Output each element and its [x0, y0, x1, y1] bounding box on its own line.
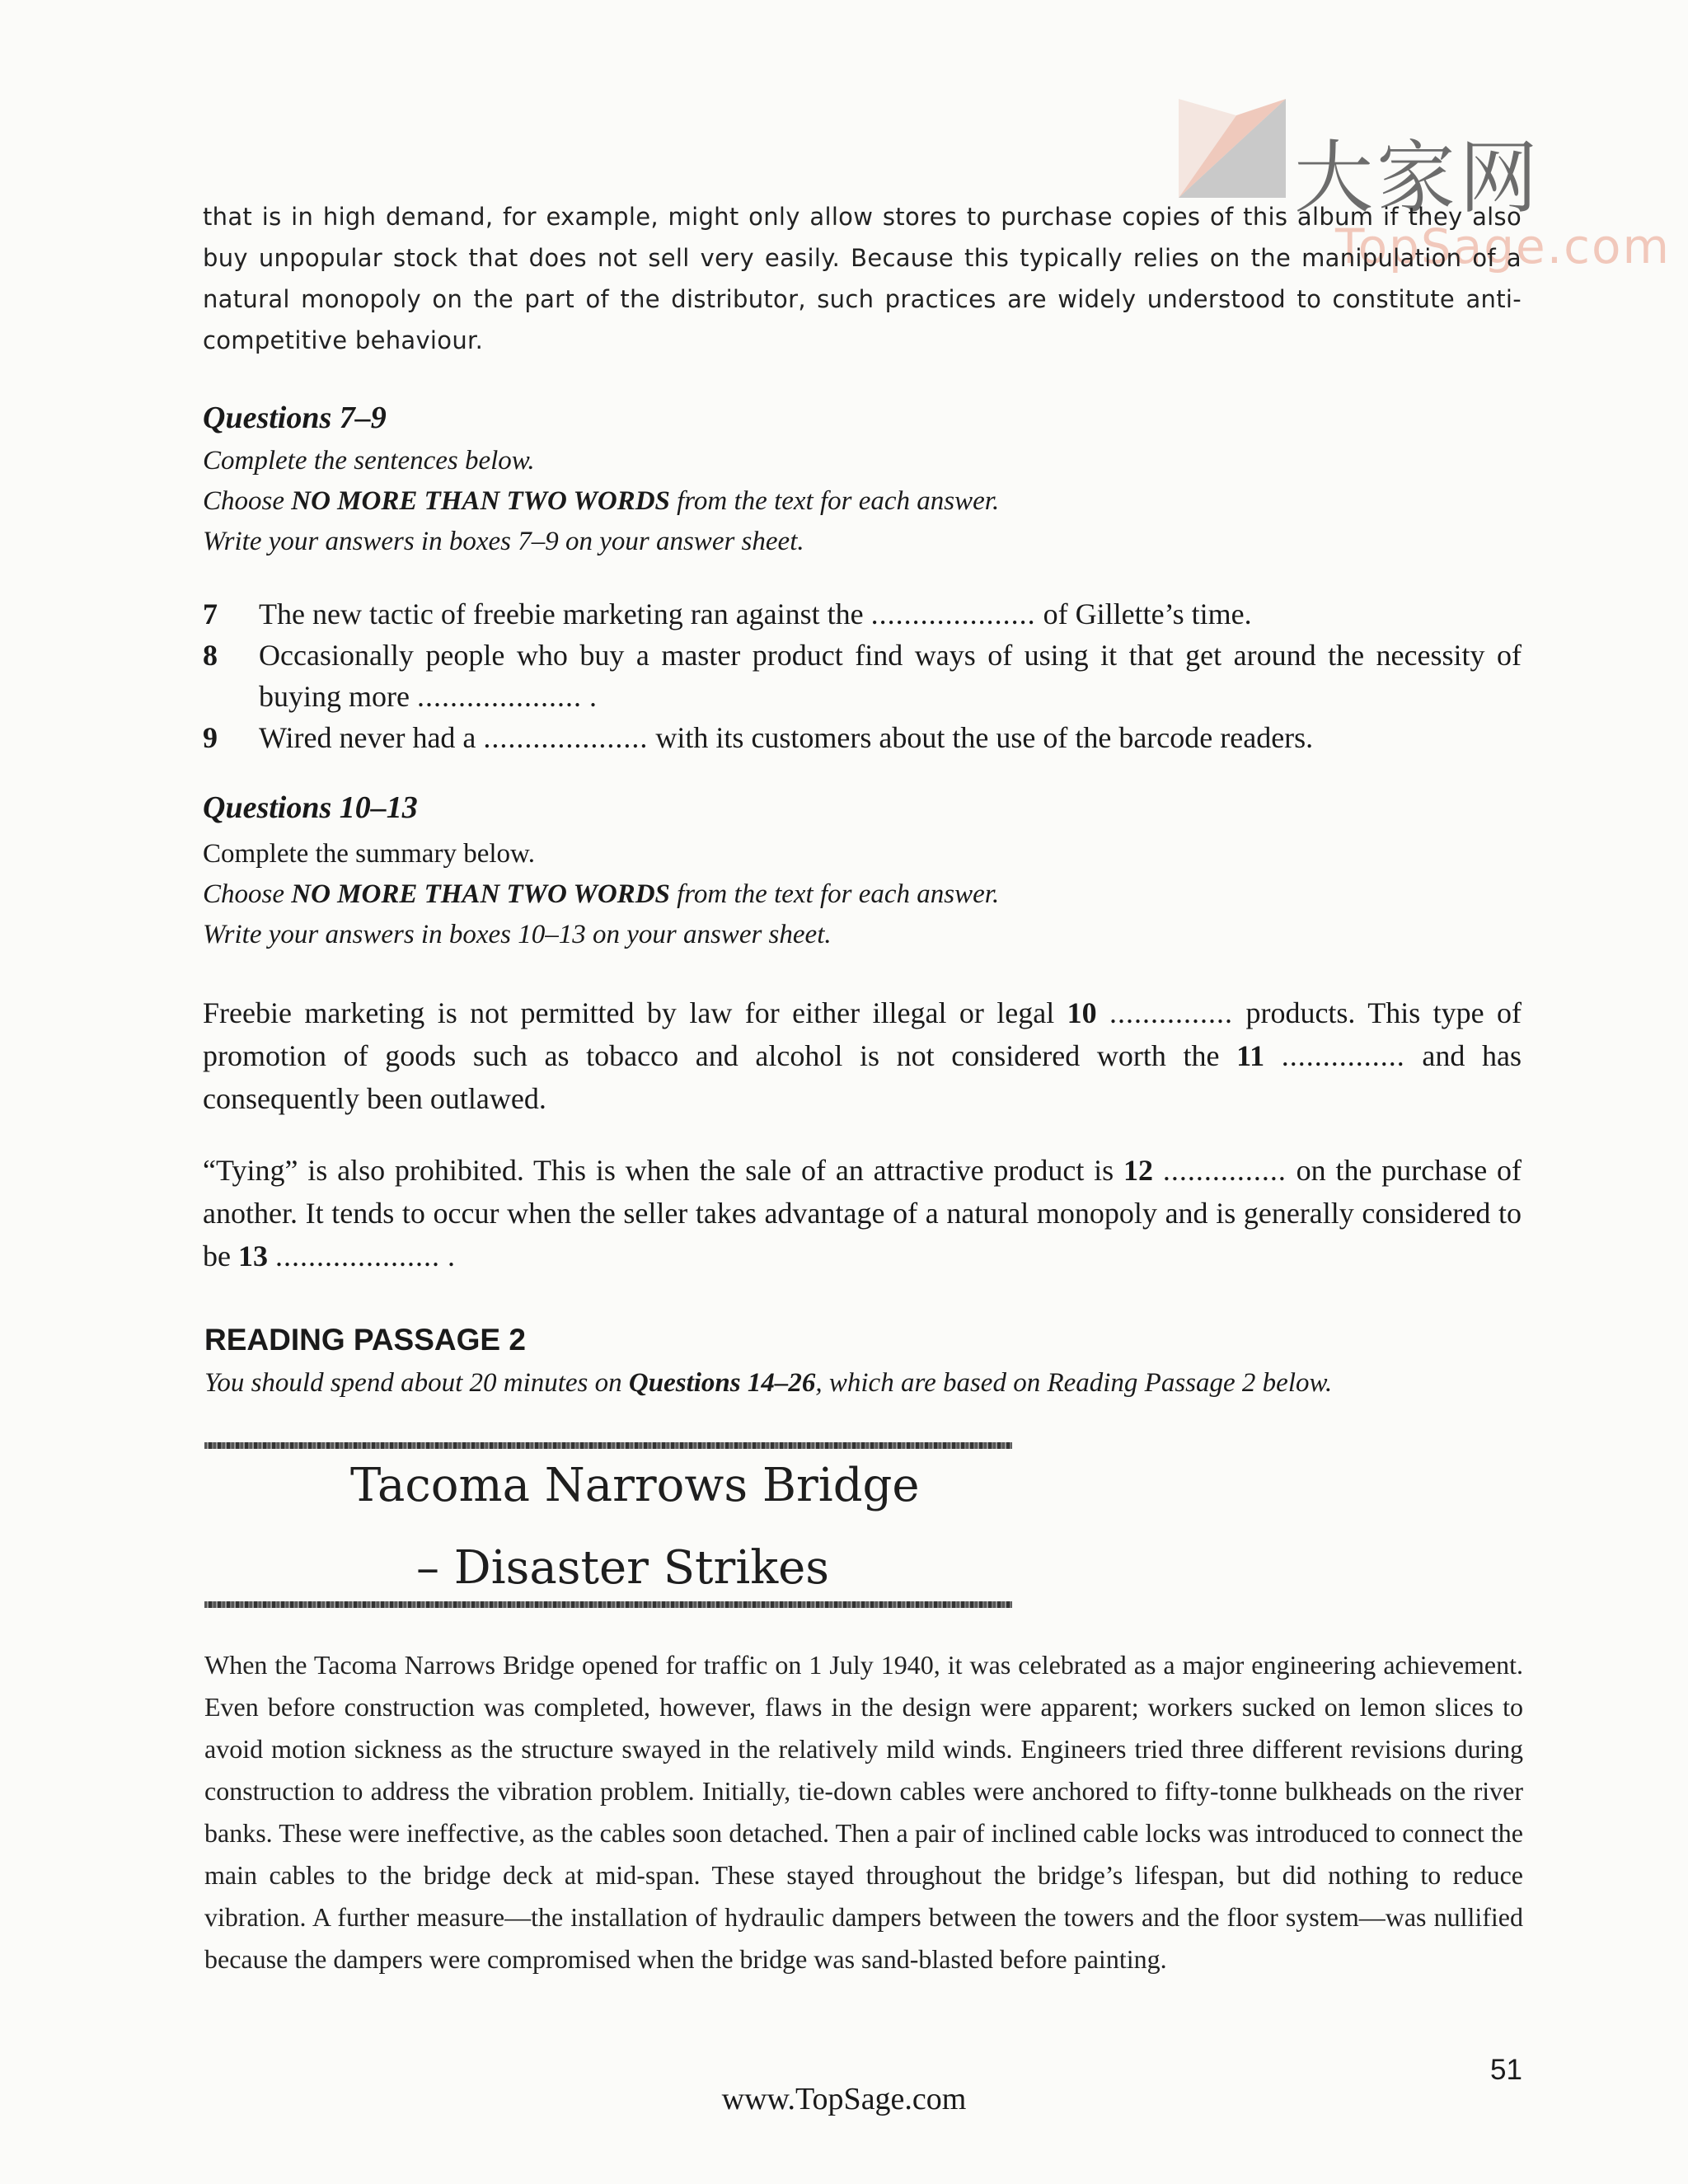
- question-item-8: 8 Occasionally people who buy a master product find ways of using it that get around the necessity of buying more .................... .: [203, 639, 1522, 713]
- question-list: [203, 593, 1522, 758]
- watermark-chinese: 大家网: [1294, 132, 1541, 224]
- questions-7-9-heading: Questions 7–9: [203, 401, 387, 435]
- answer-blank: ...............: [1162, 1154, 1287, 1187]
- summary-paragraph-2: “Tying” is also prohibited. This is when the sale of an attractive product is 12 ............... on the purchase of another. It tends to occur when the seller takes advantage of a natural monopoly and is generally considered to be 13 .................... .: [203, 1154, 1522, 1272]
- title-rule-bottom: [204, 1601, 1012, 1608]
- intro-paragraph: that is in high demand, for example, might only allow stores to purchase copies of this album if they also buy unpopular stock that does not sell very easily. Because this typically relies on the manipulation of a natural monopoly on the part of the distributor, such practices are widely understood to constitute anti-competitive behaviour.: [203, 203, 1522, 354]
- instruction-line: Write your answers in boxes 7–9 on your answer sheet.: [203, 527, 804, 556]
- summary-paragraph-1: Freebie marketing is not permitted by law for either illegal or legal 10 ............... products. This type of promotion of goods such as tobacco and alcohol is not considered worth the 11 ............... and has consequently been outlawed.: [203, 996, 1522, 1115]
- question-item-7: 7 The new tactic of freebie marketing ran against the .................... of Gillette’s time.: [203, 598, 1252, 630]
- instruction-line: Complete the summary below.: [203, 839, 535, 869]
- instruction-line: Choose NO MORE THAN TWO WORDS from the text for each answer.: [203, 879, 1000, 909]
- page-number: 51: [1490, 2054, 1522, 2086]
- answer-blank: ....................: [870, 598, 1036, 630]
- watermark-site: TopSage.com: [1335, 218, 1672, 274]
- answer-blank: ...............: [1281, 1039, 1405, 1072]
- answer-blank: ...............: [1109, 996, 1234, 1029]
- questions-10-13-heading: Questions 10–13: [203, 790, 418, 825]
- footer-url: www.TopSage.com: [721, 2082, 967, 2116]
- passage-title-line-2: – Disaster Strikes: [416, 1541, 830, 1595]
- passage-body: When the Tacoma Narrows Bridge opened for traffic on 1 July 1940, it was celebrated as a major engineering achievement. Even before construction was completed, however, flaws in the design were apparent; workers sucked on lemon slices to avoid motion sickness as the structure swayed in the relatively mild winds. Engineers tried three different revisions during construction to address the vibration problem. Initially, tie-down cables were anchored to fifty-tonne bulkheads on the river banks. These were ineffective, as the cables soon detached. Then a pair of inclined cable locks was introduced to connect the main cables to the bridge deck at mid-span. These stayed throughout the bridge’s lifespan, but did nothing to reduce vibration. A further measure—the installation of hydraulic dampers between the towers and the floor system—was nullified because the dampers were compromised when the bridge was sand-blasted before painting.: [204, 1650, 1523, 1974]
- questions-7-9-instructions: [203, 441, 999, 562]
- answer-blank: ....................: [416, 680, 582, 713]
- questions-10-13-instructions: [203, 834, 999, 955]
- instruction-line: Choose NO MORE THAN TWO WORDS from the text for each answer.: [203, 486, 1000, 516]
- question-item-9: 9 Wired never had a .................... with its customers about the use of the barcode readers.: [203, 721, 1314, 754]
- answer-blank: ....................: [274, 1240, 440, 1272]
- title-rule-top: [204, 1442, 1012, 1449]
- instruction-line: Write your answers in boxes 10–13 on your answer sheet.: [203, 920, 832, 949]
- reading-passage-title: READING PASSAGE 2: [204, 1323, 526, 1357]
- passage-title-line-1: Tacoma Narrows Bridge: [350, 1459, 920, 1512]
- reading-passage-instructions: You should spend about 20 minutes on Questions 14–26, which are based on Reading Passage 2 below.: [204, 1368, 1333, 1398]
- watermark-logo-icon: [1170, 91, 1294, 206]
- instruction-line: Complete the sentences below.: [203, 446, 535, 476]
- answer-blank: ....................: [483, 721, 649, 754]
